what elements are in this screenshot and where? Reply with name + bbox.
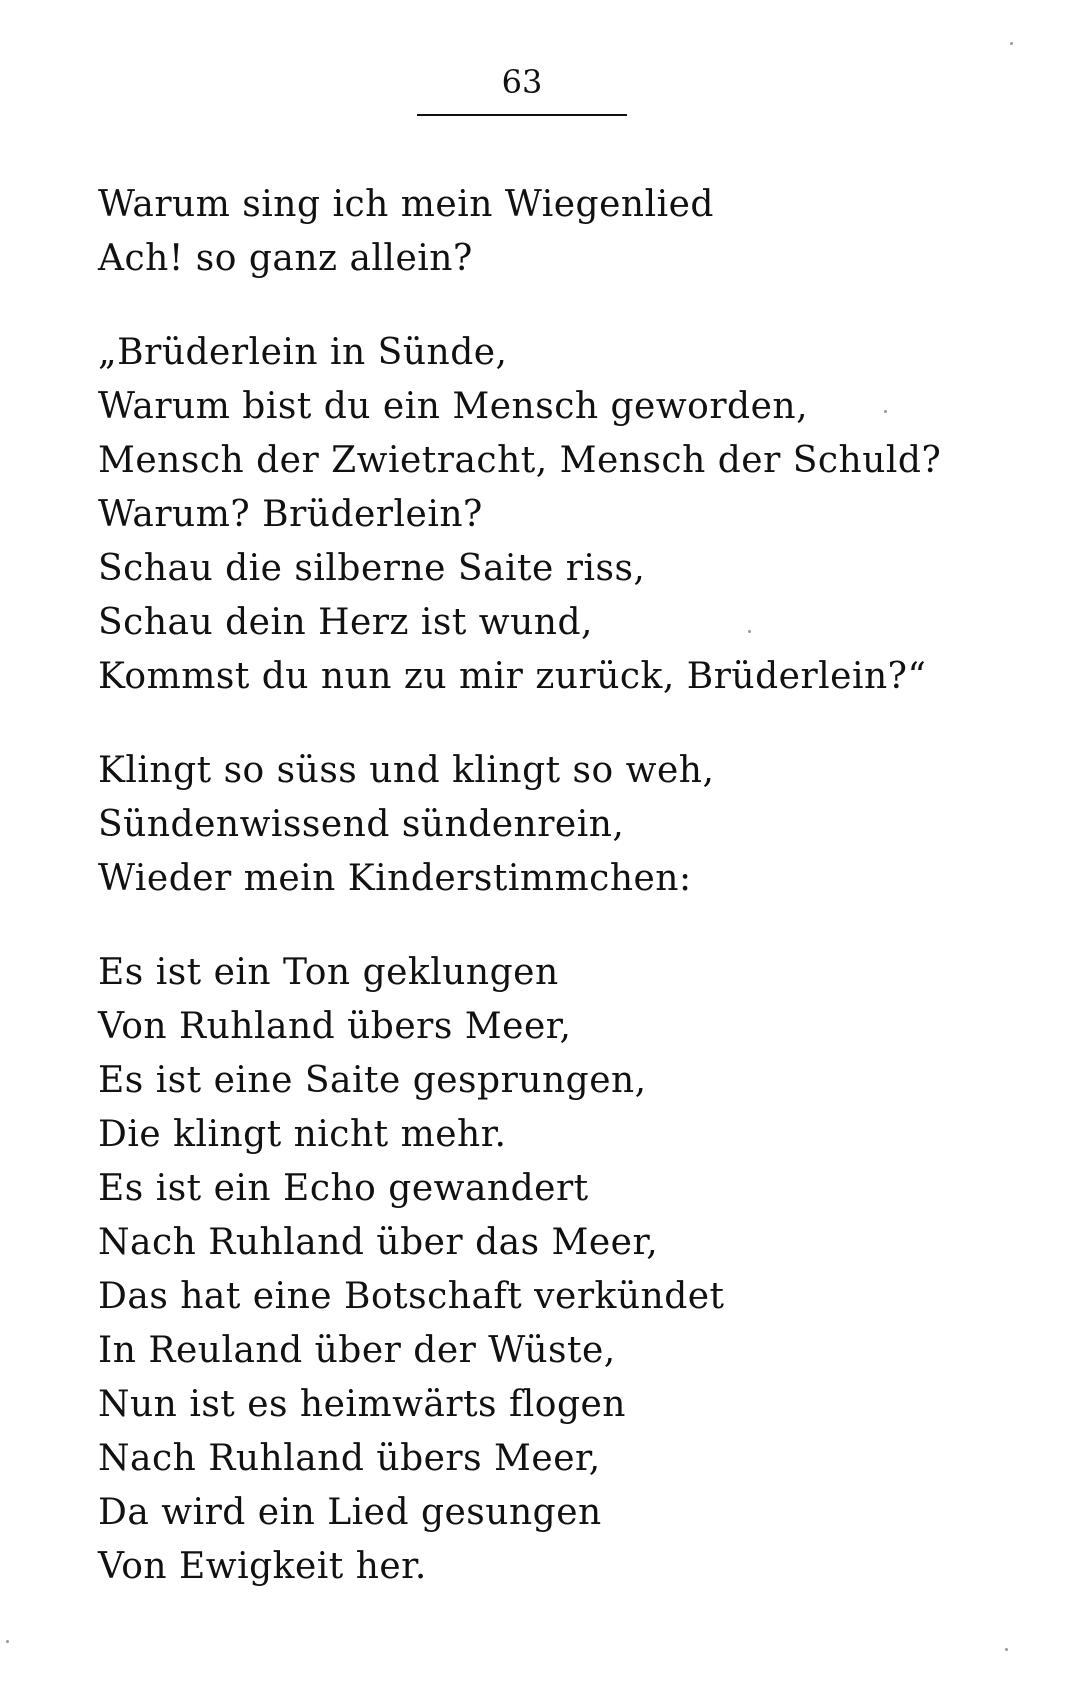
stanza-3 (98, 744, 998, 906)
poem-line: Von Ewigkeit her. (98, 1546, 427, 1587)
scan-speck (748, 630, 751, 633)
poem-line: Die klingt nicht mehr. (98, 1114, 507, 1155)
poem-line: Nach Ruhland über das Meer, (98, 1222, 659, 1263)
poem-line: Schau dein Herz ist wund, (98, 602, 593, 643)
poem-line: Schau die silberne Saite riss, (98, 548, 646, 589)
poem-line: Nach Ruhland übers Meer, (98, 1438, 601, 1479)
scan-speck (1010, 42, 1013, 45)
poem-line: Es ist eine Saite gesprungen, (98, 1060, 647, 1101)
scan-speck (884, 410, 887, 413)
poem-line: „Brüderlein in Sünde, (98, 332, 508, 373)
poem-line: Wieder mein Kinderstimmchen: (98, 858, 692, 899)
poem-line: In Reuland über der Wüste, (98, 1330, 616, 1371)
stanza-1 (98, 178, 998, 286)
poem-line: Ach! so ganz allein? (98, 238, 473, 279)
poem-line: Da wird ein Lied gesungen (98, 1492, 602, 1533)
poem-line: Nun ist es heimwärts flogen (98, 1384, 626, 1425)
page-number-rule (417, 114, 627, 116)
stanza-gap (98, 704, 998, 744)
stanza-gap (98, 906, 998, 946)
poem-line: Klingt so süss und klingt so weh, (98, 750, 715, 791)
scan-speck (6, 1640, 9, 1643)
poem-line: Kommst du nun zu mir zurück, Brüderlein?“ (98, 656, 927, 697)
poem-line: Es ist ein Echo gewandert (98, 1168, 589, 1209)
stanza-2 (98, 326, 998, 704)
stanza-4 (98, 946, 998, 1594)
poem-line: Warum sing ich mein Wiegenlied (98, 184, 714, 225)
poem-line: Das hat eine Botschaft verkündet (98, 1276, 725, 1317)
poem-line: Von Ruhland übers Meer, (98, 1006, 572, 1047)
page-number: 63 (501, 63, 543, 101)
poem-line: Sündenwissend sündenrein, (98, 804, 625, 845)
stanza-gap (98, 286, 998, 326)
poem-line: Warum? Brüderlein? (98, 494, 483, 535)
poem-line: Mensch der Zwietracht, Mensch der Schuld? (98, 440, 942, 481)
poem-text (98, 178, 998, 1594)
poem-line: Es ist ein Ton geklungen (98, 952, 559, 993)
poem-line: Warum bist du ein Mensch geworden, (98, 386, 809, 427)
scan-speck (1005, 1648, 1008, 1651)
